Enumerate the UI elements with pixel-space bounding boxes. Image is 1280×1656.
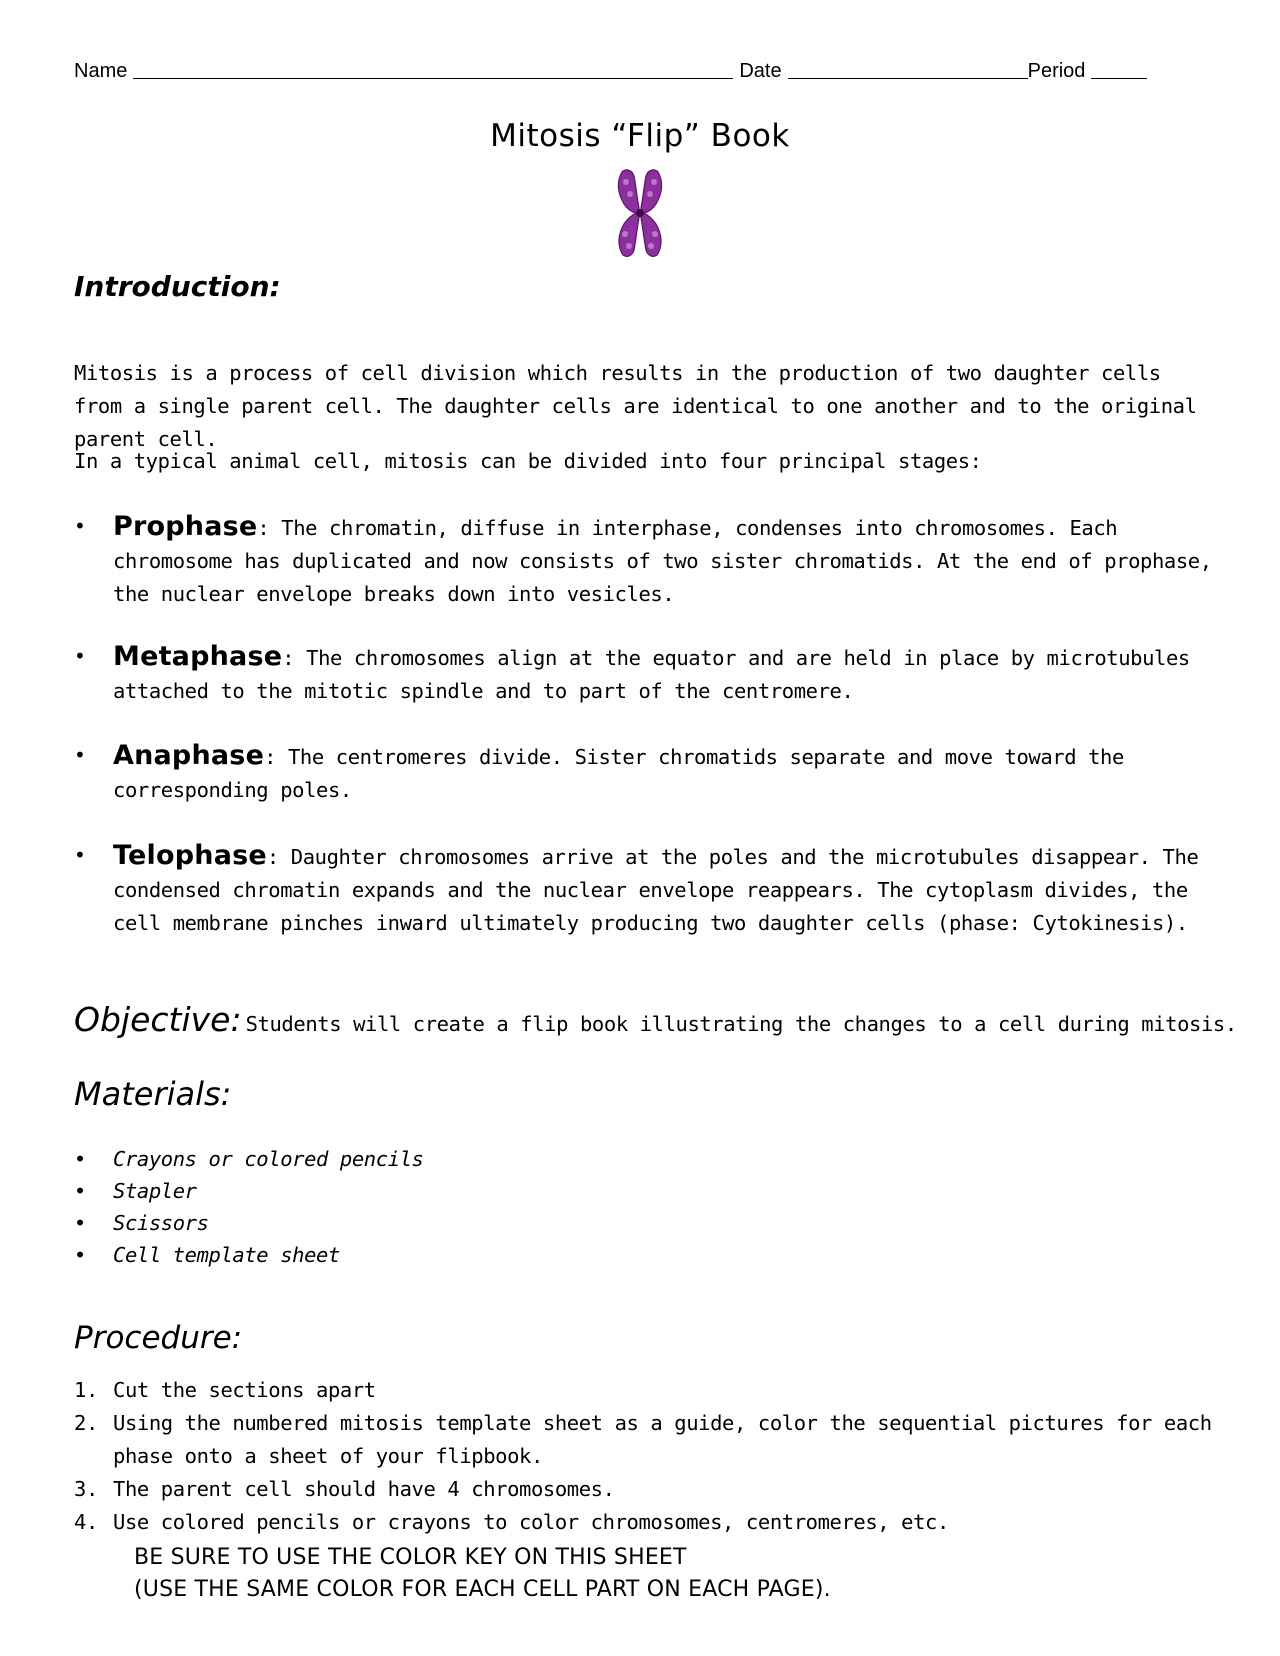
bullet-icon: • [74,743,86,767]
introduction-paragraph-1: Mitosis is a process of cell division which results in the production of two daughter cells from a single parent cell. The daughter cells are identical to one another and to the original parent cell. [74,361,1197,451]
list-item: • Crayons or colored pencils [74,1143,1214,1176]
stage-prophase [74,510,1214,611]
stage-description: : The chromatin, diffuse in interphase, condenses into chromosomes. Each chromosome has duplicated and now consists of two sister chromatids. At the end of prophase, the nuclear envelope breaks down into vesicles. [113,516,1212,606]
bullet-icon: • [74,644,86,668]
list-item: 1. Cut the sections apart [74,1378,376,1402]
stage-description: : The chromosomes align at the equator and are held in place by microtubules attached to the mitotic spindle and to part of the centromere. [113,646,1190,703]
objective-text: Students will create a flip book illustrating the changes to a cell during mitosis. [245,1012,1237,1036]
page-title: Mitosis “Flip” Book [490,118,790,154]
date-field[interactable] [788,60,1028,79]
stage-name: Prophase [113,511,258,542]
bullet-icon: • [74,514,86,538]
period-field[interactable] [1091,60,1147,79]
stage-name: Telophase [113,840,267,871]
stage-name: Metaphase [113,641,283,672]
list-item: 3. The parent cell should have 4 chromosomes. [74,1477,615,1501]
color-key-note-line-2: (USE THE SAME COLOR FOR EACH CELL PART ON EACH PAGE). [134,1577,831,1602]
objective-line [74,1000,1237,1041]
materials-list [74,1143,1214,1272]
list-item: • Cell template sheet [74,1239,1214,1272]
name-field[interactable] [133,60,733,79]
introduction-paragraph-2: In a typical animal cell, mitosis can be divided into four principal stages: [74,449,982,473]
stage-anaphase [74,739,1214,807]
date-label: Date [739,60,782,82]
list-item: 2. Using the numbered mitosis template sheet as a guide, color the sequential pictures for each phase onto a sheet of your flipbook. [74,1411,1212,1468]
stage-description: : The centromeres divide. Sister chromatids separate and move toward the corresponding poles. [113,745,1124,802]
list-item: 4. Use colored pencils or crayons to color chromosomes, centromeres, etc. [74,1510,949,1534]
list-item: • Stapler [74,1175,1214,1208]
bullet-icon: • [74,1243,86,1267]
stage-metaphase [74,640,1214,708]
color-key-note-line-1: BE SURE TO USE THE COLOR KEY ON THIS SHEET [134,1545,687,1570]
stage-telophase [74,839,1214,940]
bullet-icon: • [74,843,86,867]
name-label: Name [74,60,128,82]
objective-heading: Objective: [74,1000,242,1039]
list-item: • Scissors [74,1207,1214,1240]
chromosome-icon [614,168,666,258]
period-label: Period [1027,60,1086,82]
bullet-icon: • [74,1211,86,1235]
materials-heading: Materials: [74,1075,232,1113]
procedure-list [74,1374,1214,1539]
stage-name: Anaphase [113,740,265,771]
header-line [74,60,1184,83]
stage-description: : Daughter chromosomes arrive at the poles and the microtubules disappear. The condensed chromatin expands and the nuclear envelope reappears. The cytoplasm divides, the cell membrane pinches inward ultimately producing two daughter cells (phase: Cytokinesis). [113,845,1199,935]
introduction-heading: Introduction: [74,270,281,303]
bullet-icon: • [74,1147,86,1171]
procedure-heading: Procedure: [74,1320,243,1356]
bullet-icon: • [74,1179,86,1203]
